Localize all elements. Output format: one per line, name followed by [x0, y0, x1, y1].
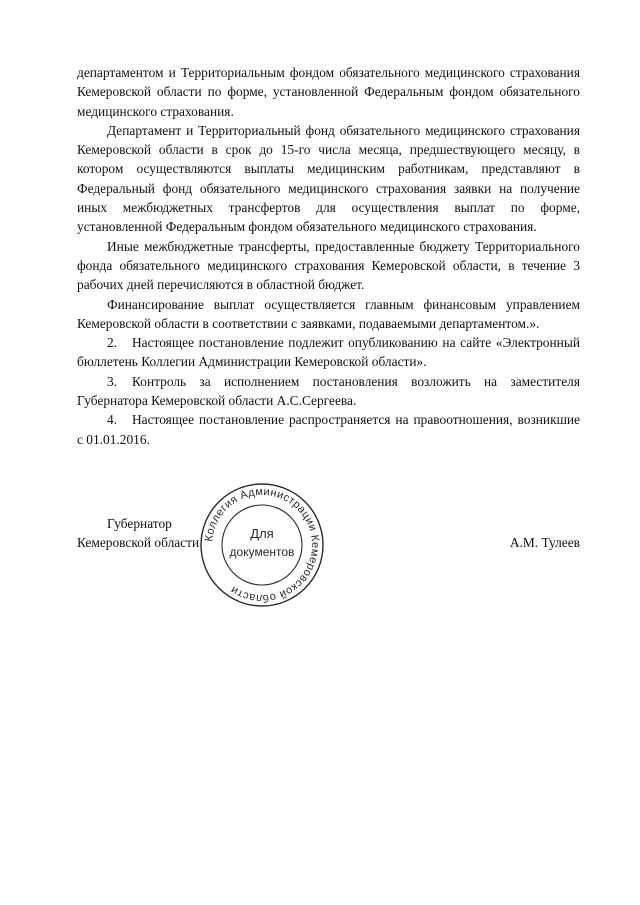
- paragraph-application-deadline: Департамент и Территориальный фонд обязательного медицинского страхования Кемеровской области в срок до 15-го числа месяца, предшествующего месяцу, в котором осуществляются выплаты медицинским работникам, представляют в Федеральный фонд обязательного медицинского страхования заявки на получение иных межбюджетных трансфертов для осуществления выплат по форме, установленной Федеральным фондом обязательного медицинского страхования.: [77, 122, 580, 235]
- numbered-item-3: [77, 372, 580, 411]
- item-number: 4.: [107, 412, 118, 428]
- official-seal: [197, 480, 327, 610]
- numbered-item-4: [77, 410, 580, 449]
- document-body: [77, 63, 580, 449]
- signatory-title-line2: Кемеровской области: [77, 535, 200, 551]
- seal-center-line2: документов: [229, 545, 295, 559]
- signatory-title-line1: Губернатор: [107, 516, 172, 531]
- item-number: 2.: [107, 335, 118, 351]
- signatory-name: А.М. Тулеев: [509, 535, 580, 550]
- paragraph-transfers: Иные межбюджетные трансферты, предоставленные бюджету Территориального фонда обязательного медицинского страхования Кемеровской области, в течение 3 рабочих дней перечисляются в областной бюджет.: [77, 238, 580, 293]
- paragraph-continuation: департаментом и Территориальным фондом обязательного медицинского страхования Кемеровской области по форме, установленной Федеральным фондом обязательного медицинского страхования.: [77, 65, 580, 119]
- seal-ring-text: Коллегия Администрации Кемеровской области: [203, 485, 322, 605]
- seal-center-line1: Для: [250, 526, 274, 541]
- numbered-item-2: [77, 333, 580, 372]
- item-number: 3.: [107, 373, 118, 389]
- signatory-title: [77, 514, 199, 553]
- item-text: Контроль за исполнением постановления возложить на заместителя Губернатора Кемеровской области А.С.Сергеева.: [77, 373, 580, 409]
- item-text: Настоящее постановление подлежит опубликованию на сайте «Электронный бюллетень Коллегии Администрации Кемеровской области».: [77, 335, 580, 370]
- item-text: Настоящее постановление распространяется на правоотношения, возникшие с 01.01.2016.: [77, 412, 580, 447]
- paragraph-financing: Финансирование выплат осуществляется главным финансовым управлением Кемеровской области в соответствии с заявками, подаваемыми департаментом.».: [77, 296, 580, 331]
